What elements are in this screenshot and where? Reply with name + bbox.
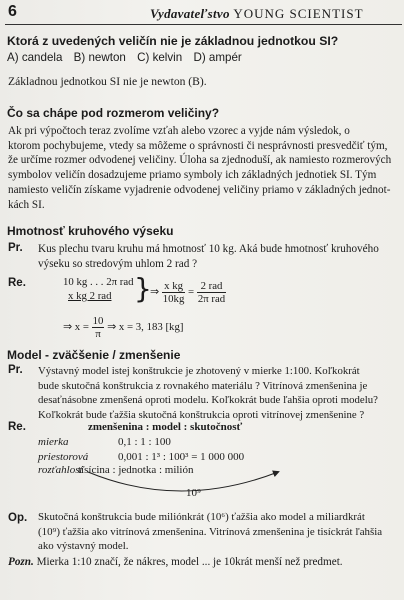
proportion-row-1: 10 kg . . . 2π rad bbox=[63, 276, 134, 288]
option-d: D) ampér bbox=[193, 51, 242, 64]
problem-line: bude skutočná konštrukcia z rovnakého materiálu ? Vitrínová zmenšenina je bbox=[38, 379, 368, 392]
scale-row-values: 0,1 : 1 : 100 bbox=[118, 436, 171, 448]
option-b: B) newton bbox=[73, 51, 126, 64]
option-c: C) kelvin bbox=[137, 51, 183, 64]
problem-line: Koľkokrát bude ťažšia skutočná konštrukcia oproti vitrínovej zmenšenine ? bbox=[38, 408, 365, 421]
section-title-model: Model - zväčšenie / zmenšenie bbox=[7, 348, 181, 362]
proportion-row-2: x kg 2 rad bbox=[68, 290, 112, 302]
problem-line: výseku so stredovým uhlom 2 rad ? bbox=[38, 257, 198, 270]
section-title-dimension: Čo sa chápe pod rozmerom veličiny? bbox=[7, 106, 220, 120]
section-title-sector: Hmotnosť kruhového výseku bbox=[7, 224, 174, 238]
body-line: symbolov veličín dosadzujeme priamo symboly ich základných jednotiek SI. Tým bbox=[8, 169, 377, 182]
problem-text-sector bbox=[38, 242, 379, 271]
scale-row-label: rozťahlosť bbox=[38, 464, 84, 476]
question-answer: Základnou jednotkou SI nie je newton (B). bbox=[8, 75, 207, 88]
fraction-x-over-10: $\frac{\text{x kg}}{10kg}$ bbox=[162, 280, 185, 305]
curved-arrow-icon bbox=[80, 470, 290, 502]
scale-row-values: 0,001 : 1³ : 100³ = 1 000 000 bbox=[118, 451, 245, 463]
problem-line: Výstavný model istej konštrukcie je zhotovený v mierke 1:100. Koľkokrát bbox=[38, 365, 360, 377]
note bbox=[8, 556, 343, 568]
body-line: ktorom pochybujeme, vtedy sa môžeme o správnosti či nesprávnosti presvedčiť tým, bbox=[8, 139, 388, 152]
arrow-label: 10⁹ bbox=[186, 487, 201, 499]
running-header bbox=[150, 6, 364, 22]
answer-line: ako výstavný model. bbox=[38, 540, 129, 553]
note-text: Mierka 1:10 značí, že nákres, model ... je 10krát menší než predmet. bbox=[33, 556, 343, 568]
page-number: 6 bbox=[8, 3, 17, 20]
answer-options bbox=[7, 51, 242, 64]
answer-line: Skutočná konštrukcia bude miliónkrát (10⁶) ťažšia ako model a miliardkrát bbox=[38, 511, 365, 523]
scale-table-header: zmenšenina : model : skutočnosť bbox=[88, 421, 243, 433]
solution-label: Re. bbox=[8, 421, 26, 433]
problem-text-model bbox=[38, 364, 378, 422]
section-body-dimension bbox=[8, 124, 391, 212]
result-equation bbox=[63, 315, 183, 340]
publisher-name: YOUNG SCIENTIST bbox=[233, 6, 364, 21]
fraction-10-over-pi: $\frac{10}{\pi}$ bbox=[92, 315, 104, 340]
answer-line: (10⁹) ťažšia ako vitrínová zmenšenina. Vitrínová zmenšenina je tisíckrát ľahšia bbox=[38, 525, 383, 538]
solution-label: Re. bbox=[8, 277, 26, 289]
body-line: že určíme rozmer odvodenej veličiny. Úloha sa zjednoduší, ak namiesto rozmerových bbox=[8, 154, 392, 167]
answer-text-model bbox=[38, 510, 382, 554]
result-suffix: ⇒ x = 3, 183 [kg] bbox=[107, 320, 184, 333]
scale-row-label: mierka bbox=[38, 436, 69, 448]
problem-label: Pr. bbox=[8, 242, 23, 254]
fraction-angle-ratio: $\frac{\text{2 rad}}{\text{2π rad}}$ bbox=[197, 280, 226, 305]
question-title: Ktorá z uvedených veličín nie je základnou jednotkou SI? bbox=[7, 34, 339, 48]
body-line: namiesto veličín získame vyjadrenie odvodenej veličiny priamo v základných jednot- bbox=[8, 183, 391, 196]
scale-row-label: priestorová bbox=[38, 451, 89, 463]
publisher-prefix: Vydavateľstvo bbox=[150, 6, 230, 21]
problem-label: Pr. bbox=[8, 364, 23, 376]
scale-row-values: tisícina : jednotka : milión bbox=[78, 464, 194, 476]
curly-brace: } bbox=[134, 272, 152, 305]
proportion-equation bbox=[150, 280, 226, 305]
option-a: A) candela bbox=[7, 51, 63, 64]
header-rule bbox=[5, 24, 402, 25]
note-label: Pozn. bbox=[8, 556, 34, 568]
result-prefix: ⇒ x = bbox=[63, 320, 89, 333]
body-line: kách SI. bbox=[8, 198, 45, 211]
equals-symbol: = bbox=[188, 285, 195, 298]
implies-symbol: ⇒ bbox=[150, 285, 160, 298]
problem-line: Kus plechu tvaru kruhu má hmotnosť 10 kg. Aká bude hmotnosť kruhového bbox=[38, 243, 379, 255]
answer-label: Op. bbox=[8, 512, 28, 524]
problem-line: desaťnásobne zmenšená oproti modelu. Koľkokrát bude ľahšia oproti modelu? bbox=[38, 394, 378, 407]
body-line: Ak pri výpočtoch teraz zvolíme vzťah alebo vzorec a vyjde nám výsledok, o bbox=[8, 125, 350, 137]
